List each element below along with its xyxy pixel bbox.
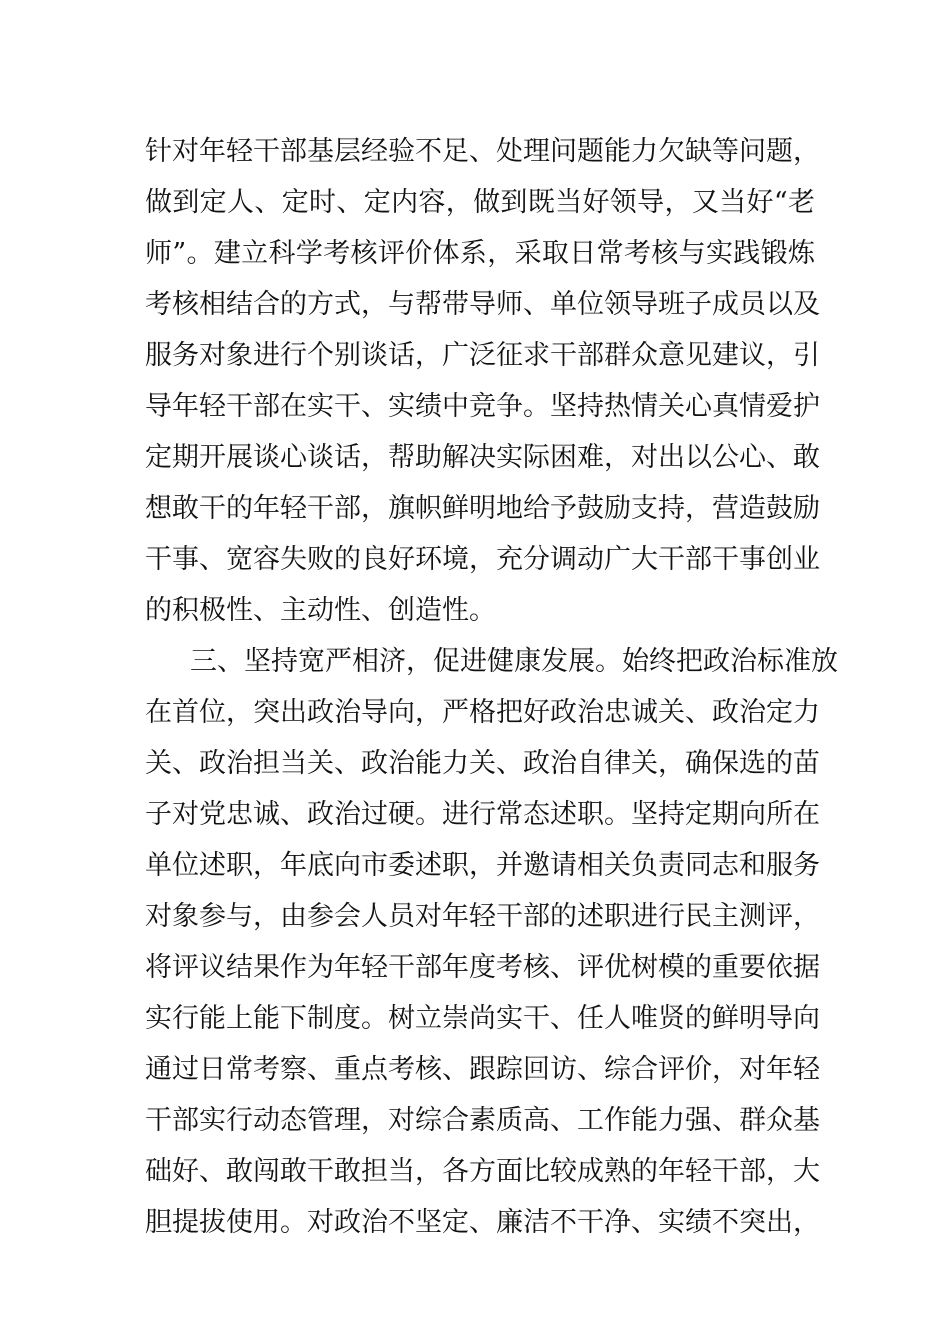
paragraph-line: 想敢干的年轻干部，旗帜鲜明地给予鼓励支持，营造鼓励 — [145, 493, 820, 524]
paragraph-line: 在首位，突出政治导向，严格把好政治忠诚关、政治定力 — [145, 697, 820, 728]
paragraph-line: 胆提拔使用。对政治不坚定、廉洁不干净、实绩不突出， — [145, 1207, 820, 1238]
paragraph-line: 将评议结果作为年轻干部年度考核、评优树模的重要依据 — [145, 952, 820, 983]
paragraph-line: 做到定人、定时、定内容，做到既当好领导，又当好“老 — [145, 187, 815, 218]
paragraph-line: 实行能上能下制度。树立崇尚实干、任人唯贤的鲜明导向 — [145, 1003, 820, 1034]
paragraph-line: 定期开展谈心谈话，帮助解决实际困难，对出以公心、敢 — [145, 442, 820, 473]
paragraph-line: 针对年轻干部基层经验不足、处理问题能力欠缺等问题， — [145, 136, 820, 167]
paragraph-line: 考核相结合的方式，与帮带导师、单位领导班子成员以及 — [145, 289, 820, 320]
paragraph-line: 干事、宽容失败的良好环境，充分调动广大干部干事创业 — [145, 544, 820, 575]
paragraph-line: 对象参与，由参会人员对年轻干部的述职进行民主测评， — [145, 901, 820, 932]
paragraph-line: 干部实行动态管理，对综合素质高、工作能力强、群众基 — [145, 1105, 820, 1136]
section-heading-line: 三、坚持宽严相济，促进健康发展。始终把政治标准放 — [190, 646, 838, 677]
paragraph-line: 通过日常考察、重点考核、跟踪回访、综合评价，对年轻 — [145, 1054, 820, 1085]
paragraph-line: 单位述职，年底向市委述职，并邀请相关负责同志和服务 — [145, 850, 820, 881]
paragraph-line: 关、政治担当关、政治能力关、政治自律关，确保选的苗 — [145, 748, 820, 779]
paragraph-line: 导年轻干部在实干、实绩中竞争。坚持热情关心真情爱护 — [145, 391, 820, 422]
paragraph-line: 的积极性、主动性、创造性。 — [145, 595, 496, 626]
paragraph-line: 师”。建立科学考核评价体系，采取日常考核与实践锻炼 — [145, 238, 815, 269]
paragraph-line: 服务对象进行个别谈话，广泛征求干部群众意见建议，引 — [145, 340, 820, 371]
paragraph-line: 子对党忠诚、政治过硬。进行常态述职。坚持定期向所在 — [145, 799, 820, 830]
paragraph-line: 础好、敢闯敢干敢担当，各方面比较成熟的年轻干部，大 — [145, 1156, 820, 1187]
